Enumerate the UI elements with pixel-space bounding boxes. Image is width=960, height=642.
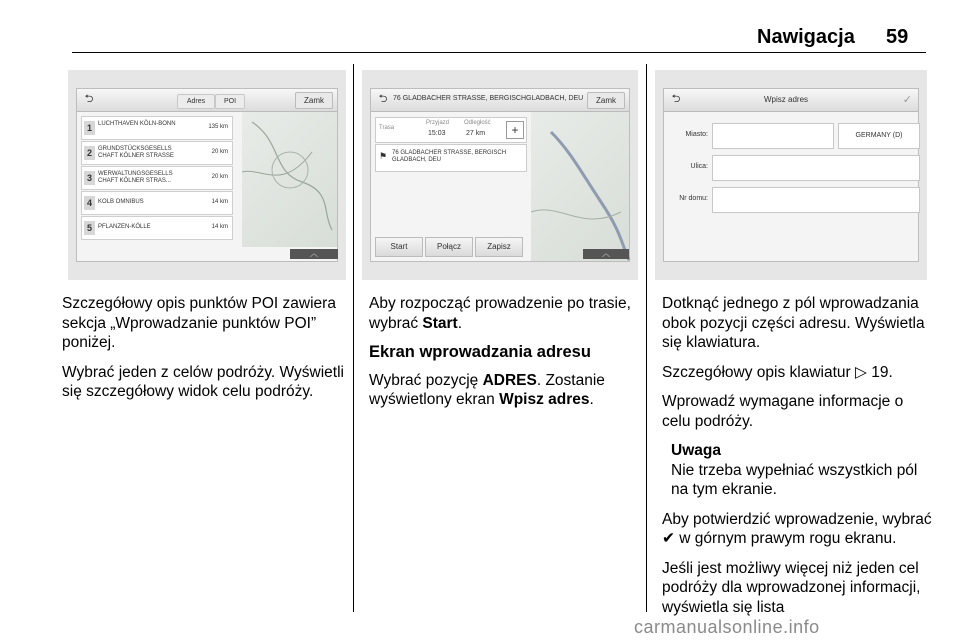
section-title: Nawigacja [757, 26, 855, 48]
distance-value: 27 km [466, 130, 486, 137]
poi-row [81, 141, 233, 165]
map-view [242, 112, 337, 247]
check-icon: ✓ [902, 94, 912, 106]
subheading: Ekran wprowadzania adresu [369, 343, 591, 361]
column-divider [646, 64, 647, 612]
start-button: Start [375, 237, 423, 257]
destination-address: 76 GLADBACHER STRASSE, BERGISCH GLADBACH, DEU [392, 150, 507, 163]
poi-name: KOLB OMNIBUS [98, 199, 144, 205]
header-rule [72, 52, 926, 53]
poi-distance: 20 km [211, 174, 228, 180]
save-button: Zapisz [475, 237, 523, 257]
city-label: Miasto: [685, 131, 708, 138]
address-topbar [664, 89, 918, 112]
map-view [531, 112, 629, 261]
route-info [375, 117, 527, 143]
poi-topbar [77, 89, 337, 112]
close-button: Zamk [295, 92, 333, 109]
poi-name: LUCHTHAVEN KÖLN-BONN [98, 121, 176, 127]
flag-icon: ⚑ [379, 151, 388, 161]
watermark: carmanualsonline.info [634, 617, 820, 637]
arrival-value: 15:03 [428, 130, 446, 137]
poi-number: 5 [84, 221, 95, 235]
connect-button: Połącz [425, 237, 473, 257]
note-title: Uwaga [671, 442, 721, 459]
chevron-up-icon: ︿ [583, 249, 629, 259]
address-term: ADRES [482, 371, 537, 389]
poi-distance: 14 km [211, 199, 228, 205]
tab-address: Adres [177, 94, 215, 109]
chevron-up-icon: ︿ [290, 249, 338, 259]
paragraph: Szczegółowy opis klawiatur ▷ 19. [662, 363, 893, 381]
city-field [712, 123, 834, 149]
poi-screenshot [68, 70, 346, 280]
enter-address-term: Wpisz adres [499, 391, 590, 408]
paragraph: Aby potwierdzić wprowadzenie, wybrać ✔ w górnym prawym rogu ekranu. [662, 510, 932, 547]
paragraph: Wybrać jeden z celów podróży. Wyświetli się szczegółowy widok celu podróży. [62, 363, 344, 400]
paragraph: Szczegółowy opis punktów POI zawiera sekcja „Wprowadzanie punktów POI” poniżej. [62, 295, 336, 351]
back-icon: ⮌ [671, 93, 681, 105]
distance-label: Odległość [464, 120, 491, 126]
poi-name: WERWALTUNGSGESELLS CHAFT KÖLNER STRAS... [98, 171, 173, 184]
check-icon: ✔ [662, 530, 675, 547]
page-number: 59 [886, 26, 909, 48]
column-3 [662, 294, 932, 627]
paragraph: Wybrać pozycję ADRES. Zostanie wyświetlony ekran Wpisz adres. [369, 371, 605, 408]
column-1 [62, 294, 347, 412]
paragraph: Aby rozpocząć prowadzenie po trasie, wybrać Start. [369, 295, 631, 332]
poi-distance: 20 km [211, 149, 228, 155]
destination-row [375, 144, 527, 172]
destination-screen [370, 88, 630, 262]
poi-screen [76, 88, 338, 262]
house-number-field [712, 187, 920, 213]
poi-number: 3 [84, 171, 95, 185]
destination-topbar [371, 89, 629, 112]
poi-row [81, 191, 233, 215]
address-screenshot [655, 70, 927, 280]
back-icon: ⮌ [84, 93, 94, 105]
poi-distance: 14 km [211, 224, 228, 230]
poi-row [81, 116, 233, 140]
poi-name: GRUNDSTÜCKSGESELLS CHAFT KÖLNER STRASSE [98, 146, 174, 159]
start-term: Start [422, 314, 458, 332]
poi-number: 4 [84, 196, 95, 210]
country-field: GERMANY (D) [838, 123, 920, 149]
close-button: Zamk [587, 92, 625, 109]
poi-distance: 135 km [208, 124, 228, 130]
column-2 [369, 294, 639, 420]
poi-number: 1 [84, 121, 95, 135]
column-divider [353, 64, 354, 612]
poi-row [81, 216, 233, 240]
note-box [671, 441, 932, 500]
paragraph: Jeśli jest możliwy więcej niż jeden cel podróży dla wprowadzonej informacji, wyświetla się lista [662, 559, 921, 616]
map-route [531, 112, 631, 262]
map-roads [242, 112, 338, 232]
street-label: Ulica: [690, 163, 708, 170]
poi-number: 2 [84, 146, 95, 160]
paragraph: Dotknąć jednego z pól wprowadzania obok pozycji części adresu. Wyświetla się klawiatura. [662, 295, 925, 351]
destination-screenshot [362, 70, 638, 280]
street-field [712, 155, 920, 181]
plus-icon: + [506, 121, 524, 139]
poi-row [81, 166, 233, 190]
address-screen [663, 88, 919, 262]
house-number-label: Nr domu: [679, 195, 708, 202]
arrival-label: Przyjazd [426, 120, 450, 126]
poi-name: PFLANZEN-KÖLLE [98, 224, 151, 230]
back-icon: ⮌ [378, 93, 388, 105]
note-text: Nie trzeba wypełniać wszystkich pól na tym ekranie. [671, 461, 918, 498]
address-title: Wpisz adres [764, 95, 809, 104]
destination-title: 76 GLADBACHER STRASSE, BERGISCHGLADBACH, DEU [393, 95, 584, 102]
paragraph: Wprowadź wymagane informacje o celu podróży. [662, 393, 904, 430]
tab-poi: POI [215, 94, 245, 109]
route-label: Trasa [379, 125, 395, 131]
